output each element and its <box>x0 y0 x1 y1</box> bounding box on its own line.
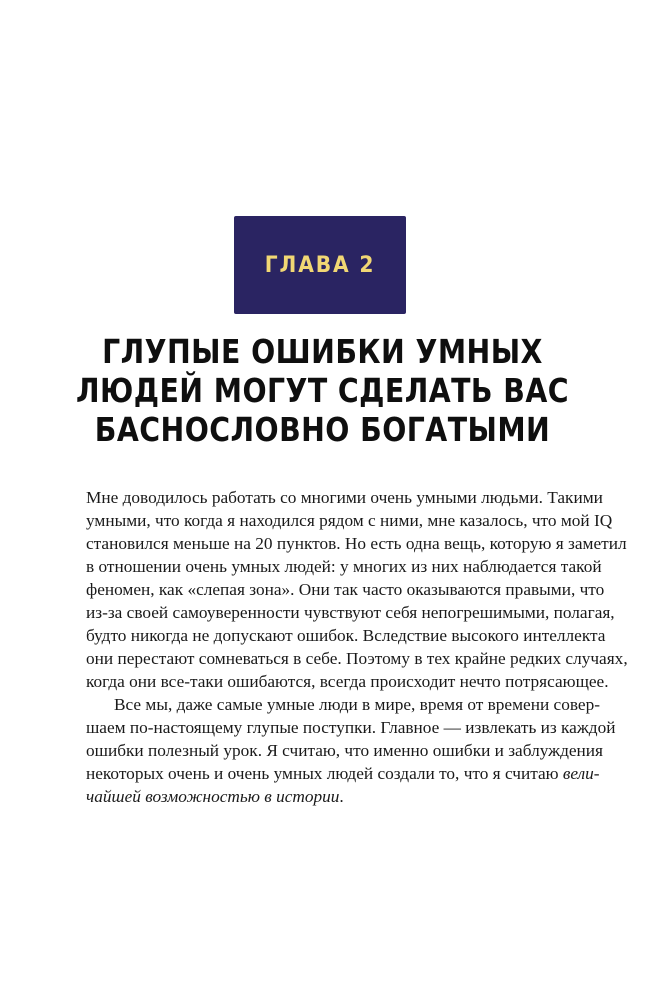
text-line: шаем по-настоящему глупые поступки. Главное — извлекать из каждой <box>86 718 616 737</box>
text-line <box>86 762 600 785</box>
text-line: ошибки полезный урок. Я считаю, что именно ошибки и заблуждения <box>86 741 603 760</box>
text-line <box>86 785 560 808</box>
chapter-label: ГЛАВА 2 <box>264 252 376 278</box>
text-line: в отношении очень умных людей: у многих из них наблюдается такой <box>86 557 602 576</box>
chapter-title <box>0 332 645 449</box>
text-line: умными, что когда я находился рядом с ними, мне казалось, что мой IQ <box>86 511 613 530</box>
italic-segment: чайшей возможностью в истории <box>86 787 340 806</box>
chapter-title-line: БАСНОСЛОВНО БОГАТЫМИ <box>94 410 551 449</box>
chapter-badge <box>234 216 406 314</box>
paragraph-1 <box>86 486 628 693</box>
text-line: из-за своей самоуверенности чувствуют себя непогрешимыми, полагая, <box>86 603 615 622</box>
text-line: феномен, как «слепая зона». Они так часто оказываются правыми, что <box>86 580 605 599</box>
text-line: когда они все-таки ошибаются, всегда происходит нечто потрясающее. <box>86 672 609 691</box>
text-line: они перестают сомневаться в себе. Поэтому в тех крайне редких случаях, <box>86 649 628 668</box>
text-line: будто никогда не допускают ошибок. Вследствие высокого интеллекта <box>86 626 606 645</box>
body-text <box>86 486 628 808</box>
italic-segment: вели- <box>562 764 600 783</box>
text-line: Мне доводилось работать со многими очень умными людьми. Такими <box>86 488 603 507</box>
paragraph-2 <box>86 693 616 808</box>
text-line: Все мы, даже самые умные люди в мире, время от времени совер- <box>114 695 600 714</box>
text-segment: . <box>339 787 344 806</box>
chapter-title-line: ЛЮДЕЙ МОГУТ СДЕЛАТЬ ВАС <box>76 371 569 410</box>
chapter-title-line: ГЛУПЫЕ ОШИБКИ УМНЫХ <box>102 332 543 371</box>
text-segment: некоторых очень и очень умных людей создали то, что я считаю <box>86 764 559 783</box>
text-line: становился меньше на 20 пунктов. Но есть одна вещь, которую я заметил <box>86 534 627 553</box>
